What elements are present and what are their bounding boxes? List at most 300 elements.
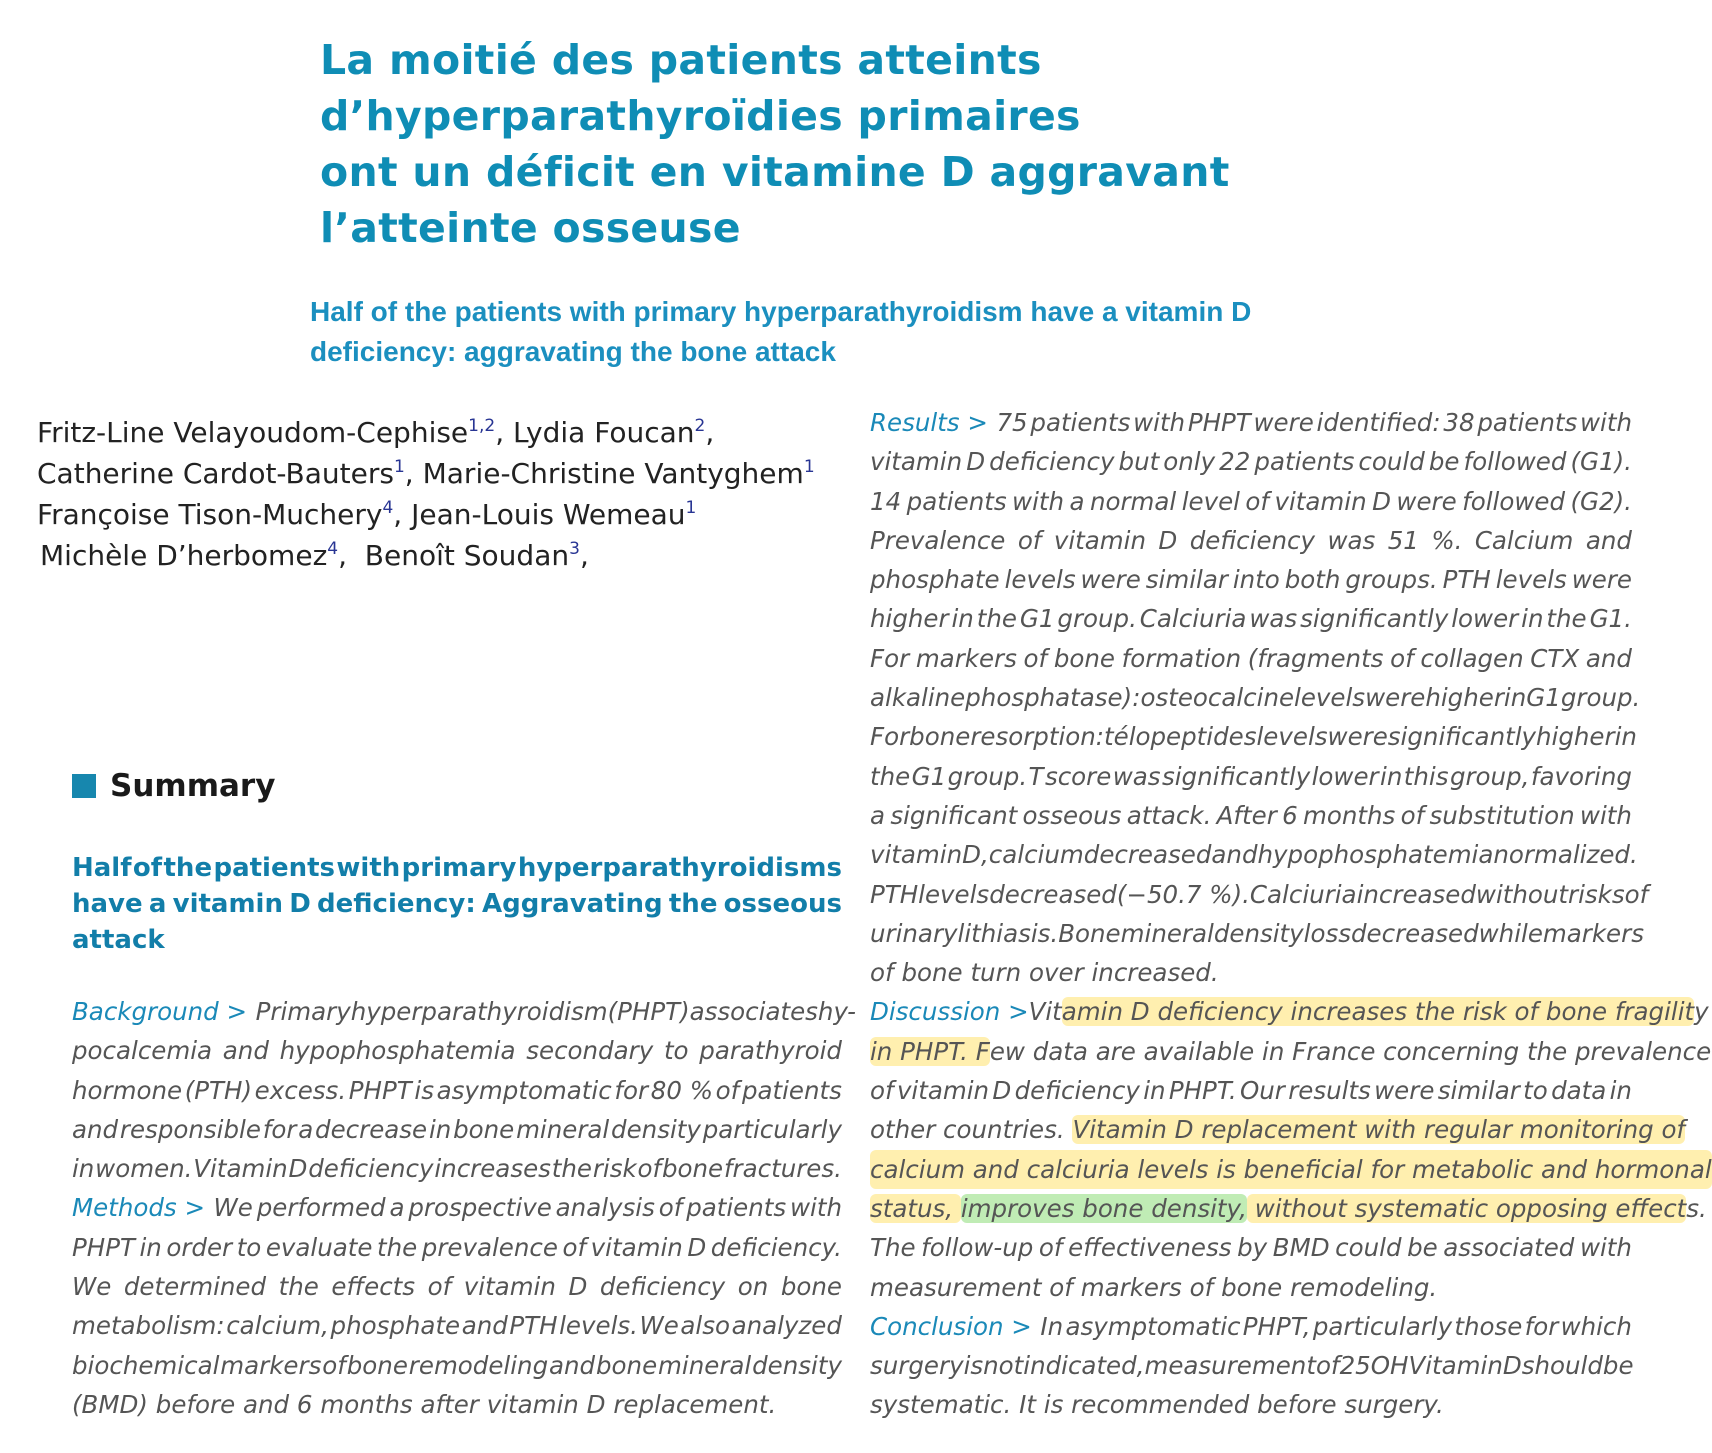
word: significant <box>890 800 1018 830</box>
word: biochemical <box>72 1350 220 1380</box>
word: of <box>1624 879 1649 909</box>
word: hyperparathyroidism <box>350 997 608 1026</box>
word: patients <box>1477 408 1578 437</box>
word: could <box>1335 1233 1402 1263</box>
summary-label: Summary <box>110 768 276 804</box>
word: phosphate <box>870 565 1000 595</box>
word: analysis <box>555 1193 655 1223</box>
affiliation-marker: 4 <box>327 539 339 559</box>
discussion-text: other countries. Vitamin D replacement with regular monitoring of <box>870 1115 1686 1145</box>
word: the <box>1546 604 1587 634</box>
word: indicated, <box>1023 1351 1145 1381</box>
word: phosphatase): <box>965 683 1141 713</box>
word: of <box>637 1154 662 1184</box>
conclusion-head: Conclusion > <box>870 1311 1032 1341</box>
background-line <box>72 1149 842 1188</box>
word: were <box>1571 565 1632 595</box>
word: Calciuria <box>1249 879 1357 909</box>
word: and <box>549 1350 596 1380</box>
word: groups. <box>1345 565 1438 595</box>
word: D <box>687 1232 707 1262</box>
author-name: Françoise Tison-Muchery <box>37 498 383 531</box>
word: levels <box>1256 722 1328 752</box>
word: deficiency <box>1189 525 1316 555</box>
word: Bone <box>1058 918 1121 948</box>
word: patients <box>1254 447 1355 477</box>
separator: , <box>393 498 412 531</box>
word: decreased <box>1350 918 1479 948</box>
word: markers <box>1080 1272 1182 1302</box>
word: loss <box>1303 918 1351 948</box>
word: this <box>1403 761 1449 791</box>
word: the <box>278 1272 319 1302</box>
word: After <box>1216 800 1277 830</box>
word: to <box>663 1036 689 1066</box>
english-title <box>310 292 1460 372</box>
word: decreased <box>989 879 1117 909</box>
word: calcium, <box>226 1311 329 1341</box>
word: was <box>1327 525 1376 555</box>
word: not <box>983 1351 1024 1381</box>
methods-line <box>72 1188 842 1227</box>
word: (−50.7 %). <box>1116 879 1250 909</box>
discussion-text: Vitamin D deficiency increases the risk of bone fragility <box>1028 997 1709 1027</box>
word: group. <box>1560 683 1641 713</box>
word: Aggravating <box>481 889 663 919</box>
word: calcium <box>988 840 1084 870</box>
results-line <box>870 835 1638 874</box>
word: the <box>870 761 911 791</box>
word: deficiency <box>989 447 1115 477</box>
discussion-line <box>870 1189 1707 1228</box>
word: substitution <box>1429 800 1575 830</box>
word: systematic. <box>870 1390 1012 1420</box>
word: vitamin <box>486 1389 579 1419</box>
conclusion-line <box>870 1307 1632 1346</box>
french-title-line: d’hyperparathyroïdies primaires <box>320 92 1081 140</box>
word: with <box>1133 408 1186 437</box>
word: in <box>428 1114 452 1144</box>
background-line <box>72 1031 842 1070</box>
word: vitamin <box>896 1076 990 1106</box>
word: without <box>1475 879 1569 909</box>
word: It <box>1019 1390 1036 1420</box>
word: have <box>72 889 143 919</box>
word: higher <box>870 604 949 634</box>
word: D <box>289 889 311 919</box>
word: the <box>976 604 1017 634</box>
discussion-line <box>870 1110 1686 1149</box>
word: urinary <box>870 918 958 948</box>
word: in <box>139 1232 162 1262</box>
affiliation-marker: 1 <box>685 498 697 518</box>
word: (G1). <box>1570 447 1632 477</box>
word: with <box>1580 408 1632 437</box>
word: were <box>1253 408 1314 437</box>
word: hormone <box>72 1075 183 1105</box>
word: Prevalence <box>870 525 1006 555</box>
word: density <box>1213 918 1304 948</box>
word: months <box>320 1389 413 1419</box>
word: pocalcemia <box>72 1036 213 1066</box>
word: asymptomatic <box>436 1075 612 1105</box>
word: of <box>1049 1272 1073 1302</box>
word: measurement <box>1144 1351 1316 1381</box>
word: in <box>72 1154 95 1184</box>
word: 6 <box>296 1389 313 1419</box>
word: increased <box>1356 879 1476 909</box>
word: 6 <box>1282 800 1298 830</box>
word: D <box>568 1272 588 1302</box>
word: score <box>1044 761 1112 791</box>
word: and <box>461 1311 508 1341</box>
word: higher <box>1425 683 1504 713</box>
word: For <box>870 643 910 673</box>
word: group, <box>1449 761 1530 791</box>
word: a <box>870 800 886 830</box>
word: analyzed <box>731 1311 842 1341</box>
methods-head: Methods > <box>72 1193 205 1223</box>
word: mineral <box>658 1350 752 1380</box>
word: those <box>1454 1311 1523 1341</box>
word: hypophosphatemia <box>279 1036 516 1066</box>
word: bone <box>453 1114 515 1144</box>
word: of <box>1017 525 1042 555</box>
word: over <box>1029 958 1084 988</box>
results-line <box>870 599 1632 638</box>
word: significantly <box>1300 604 1449 634</box>
word: bone <box>901 958 963 988</box>
word: group. <box>1057 604 1137 634</box>
word: bone <box>661 1154 724 1184</box>
word: results <box>1288 1076 1371 1106</box>
highlight-yellow: amin D deficiency increases the risk of bone fragilit <box>1061 997 1695 1027</box>
word: were <box>1080 565 1141 595</box>
results-line <box>870 560 1632 599</box>
word: levels. <box>559 1311 638 1341</box>
word: excess. <box>254 1075 347 1105</box>
word: bone <box>1221 1272 1283 1302</box>
word: CTX <box>1530 643 1580 673</box>
word: turn <box>970 958 1022 988</box>
word: normalized. <box>1493 840 1638 870</box>
word: surgery <box>870 1351 964 1381</box>
english-title-line: deficiency: aggravating the bone attack <box>310 336 836 367</box>
author-line <box>37 494 867 535</box>
word: resorption: <box>970 722 1105 752</box>
word: (PHPT) <box>607 997 690 1026</box>
word: increased. <box>1091 958 1219 988</box>
methods-line <box>72 1385 842 1424</box>
word: bone <box>346 1350 408 1380</box>
word: bone <box>780 1272 842 1302</box>
word: the <box>377 1232 418 1262</box>
word: OH <box>1370 1351 1409 1381</box>
word: prevalence <box>421 1232 558 1262</box>
word: G1 <box>1526 683 1561 713</box>
word: parathyroid <box>699 1036 842 1066</box>
word: were <box>1365 683 1426 713</box>
word: women. <box>95 1154 193 1184</box>
results-line <box>870 442 1632 481</box>
conclusion-line <box>870 1346 1632 1385</box>
word: increases <box>434 1154 551 1184</box>
word: is <box>963 1351 984 1381</box>
word: surgery. <box>1344 1390 1444 1420</box>
word: determined <box>123 1272 267 1302</box>
word: with <box>336 853 401 883</box>
french-title <box>320 32 1320 256</box>
word: Vitamin <box>193 1154 288 1184</box>
word: were <box>1396 486 1457 516</box>
word: on <box>737 1272 769 1302</box>
author-line <box>37 535 867 576</box>
highlight-green: improves bone density, <box>960 1193 1247 1223</box>
word: télopeptides <box>1104 722 1257 752</box>
word: follow-up <box>921 1233 1034 1263</box>
word: effectiveness <box>1068 1233 1232 1263</box>
word: D <box>992 1076 1012 1106</box>
word: (G2). <box>1570 486 1632 516</box>
french-title-line: ont un déficit en vitamine D aggravant <box>320 148 1230 196</box>
word: asymptomatic <box>1065 1311 1241 1341</box>
word: 14 <box>870 486 902 516</box>
discussion-line <box>870 1150 1712 1189</box>
word: collagen <box>1420 643 1524 673</box>
word: months <box>1303 800 1396 830</box>
word: D, <box>962 840 989 870</box>
word: be <box>1428 447 1460 477</box>
word: %. <box>1431 525 1463 555</box>
word: levels <box>918 879 990 909</box>
abstract-right-column <box>870 403 1712 1425</box>
word: G1. <box>1589 604 1632 634</box>
word: of <box>1189 1272 1214 1302</box>
word: The <box>870 1233 916 1263</box>
word: primary <box>401 853 517 883</box>
word: order <box>166 1232 233 1262</box>
word: be <box>1602 1351 1634 1381</box>
abstract-left-column <box>72 992 856 1424</box>
word: patients <box>213 853 336 883</box>
word: deficiency <box>1014 1076 1140 1106</box>
word: mineral <box>1120 918 1214 948</box>
summary-heading <box>72 768 275 804</box>
word: before <box>155 1389 236 1419</box>
word: secondary <box>526 1036 654 1066</box>
word: formation <box>1121 643 1242 673</box>
methods-line <box>72 1267 842 1306</box>
word: hyperparathyroidisms <box>517 853 842 883</box>
word: 51 <box>1387 525 1419 555</box>
word: group. <box>947 761 1028 791</box>
word: lower <box>1451 604 1519 634</box>
word: markers <box>915 643 1017 673</box>
discussion-line <box>870 1032 1712 1071</box>
word: vitamin <box>870 840 963 870</box>
author-name: Michèle D’herbomez <box>40 539 328 572</box>
word: of <box>1400 800 1425 830</box>
summary-title-line <box>72 922 842 958</box>
background-line <box>72 1071 842 1110</box>
word: PHPT <box>72 1232 135 1262</box>
summary-title <box>72 850 842 958</box>
word: associates <box>689 997 818 1026</box>
highlight-yellow: Vitamin D replacement with regular monitoring of <box>1072 1115 1686 1145</box>
results-line <box>870 757 1632 796</box>
highlight-yellow: in PHPT. F <box>870 1036 990 1066</box>
word: vitamin <box>870 447 963 477</box>
author-name: Fritz-Line Velayoudom-Cephise <box>37 416 469 449</box>
word: for <box>262 1114 297 1144</box>
word: density <box>611 1114 701 1144</box>
word: in <box>951 604 974 634</box>
word: of <box>870 1076 894 1106</box>
word: of <box>1023 643 1048 673</box>
word: levels <box>1004 565 1076 595</box>
word: performed <box>256 1193 386 1223</box>
author-name: Benoît Soudan <box>364 539 570 572</box>
word: PHPT. <box>1168 1076 1237 1106</box>
author-line <box>37 412 867 453</box>
results-line <box>870 717 1637 756</box>
word: the <box>163 853 213 883</box>
word: D <box>1372 486 1391 516</box>
word: vitamin <box>1274 486 1367 516</box>
word: PHPT <box>1187 408 1251 437</box>
word: for <box>614 1075 649 1105</box>
word: before <box>1257 1390 1337 1420</box>
affiliation-marker: 3 <box>569 539 580 559</box>
word: in <box>1380 761 1403 791</box>
word: G1 <box>1019 604 1055 634</box>
background-head: Background > <box>72 997 248 1026</box>
results-line <box>870 914 1644 953</box>
word: measurement <box>870 1272 1042 1302</box>
word: Half <box>72 853 132 883</box>
word: in <box>1609 1076 1632 1106</box>
methods-line <box>72 1306 842 1345</box>
word: significantly <box>1387 722 1537 752</box>
affiliation-marker: 1 <box>803 457 815 477</box>
word: D <box>1502 1351 1522 1381</box>
word: level <box>1181 486 1240 516</box>
word: and <box>1585 643 1632 673</box>
summary-title-line <box>72 850 842 886</box>
word: particularly <box>702 1114 842 1144</box>
affiliation-marker: 1,2 <box>468 416 496 436</box>
results-line <box>870 521 1632 560</box>
word: particularly <box>1312 1311 1453 1341</box>
word: a <box>389 1193 405 1223</box>
word: levels <box>1294 683 1366 713</box>
word: In <box>1040 1311 1064 1341</box>
discussion-line <box>870 1071 1632 1110</box>
word: risks <box>1568 879 1625 909</box>
word: markers <box>220 1350 322 1380</box>
word: PTH <box>509 1311 558 1341</box>
word: only <box>1163 447 1216 477</box>
word: favoring <box>1530 761 1632 791</box>
word: 75 <box>996 408 1028 437</box>
word: higher <box>1536 722 1615 752</box>
word: decreased <box>1083 840 1212 870</box>
methods-line <box>72 1346 842 1385</box>
word: and <box>242 1389 290 1419</box>
word: levels <box>1495 565 1567 595</box>
word: patients <box>1030 408 1131 437</box>
word: (PTH) <box>184 1075 252 1105</box>
word: significantly <box>1161 761 1311 791</box>
word: decrease <box>315 1114 428 1144</box>
word: to <box>236 1232 262 1262</box>
word: normal <box>1089 486 1177 516</box>
word: bone <box>1053 643 1115 673</box>
word: of <box>562 1232 587 1262</box>
word: was <box>1112 761 1161 791</box>
results-line <box>870 678 1641 717</box>
word: with <box>1579 800 1632 830</box>
word: hy- <box>817 997 856 1026</box>
word: hypophosphatemia <box>1257 840 1494 870</box>
word: of <box>1390 643 1414 673</box>
word: We <box>72 1272 112 1302</box>
conclusion-line <box>870 1385 1632 1424</box>
word: with <box>1012 486 1065 516</box>
word: is <box>414 1075 434 1105</box>
word: with <box>1579 1233 1632 1263</box>
results-line <box>870 403 1632 442</box>
word: followed <box>1462 486 1566 516</box>
results-head: Results > <box>870 408 988 437</box>
word: were <box>1374 1076 1435 1106</box>
word: remodeling <box>408 1350 549 1380</box>
word: with <box>790 1193 842 1223</box>
affiliation-marker: 4 <box>382 498 394 518</box>
word: identified: <box>1316 408 1441 437</box>
word: lower <box>1311 761 1379 791</box>
word: and <box>72 1114 119 1144</box>
author-name: Jean-Louis Wemeau <box>411 498 686 531</box>
word: For <box>870 722 910 752</box>
word: density <box>752 1350 842 1380</box>
discussion-line <box>870 1268 1632 1307</box>
word: of <box>715 1075 740 1105</box>
word: of <box>427 1272 452 1302</box>
word: of <box>870 958 894 988</box>
methods-line <box>72 1228 842 1267</box>
word: D <box>966 447 986 477</box>
word: G1 <box>911 761 947 791</box>
word: evaluate <box>265 1232 373 1262</box>
word: fractures. <box>723 1154 842 1184</box>
word: by <box>1237 1233 1268 1263</box>
word: 38 <box>1443 408 1475 437</box>
word: D <box>586 1389 606 1419</box>
word: and <box>222 1036 269 1066</box>
word: remodeling. <box>1290 1272 1438 1302</box>
word: also <box>680 1311 730 1341</box>
word: (fragments <box>1247 643 1384 673</box>
word: in <box>1143 1076 1166 1106</box>
summary-title-line <box>72 886 842 922</box>
word: We <box>639 1311 679 1341</box>
word: of <box>1315 1351 1340 1381</box>
highlight-yellow: without systematic opposing effect <box>1246 1193 1687 1223</box>
word: into <box>1232 565 1280 595</box>
word: vitamin <box>172 889 283 919</box>
results-line <box>870 482 1632 521</box>
